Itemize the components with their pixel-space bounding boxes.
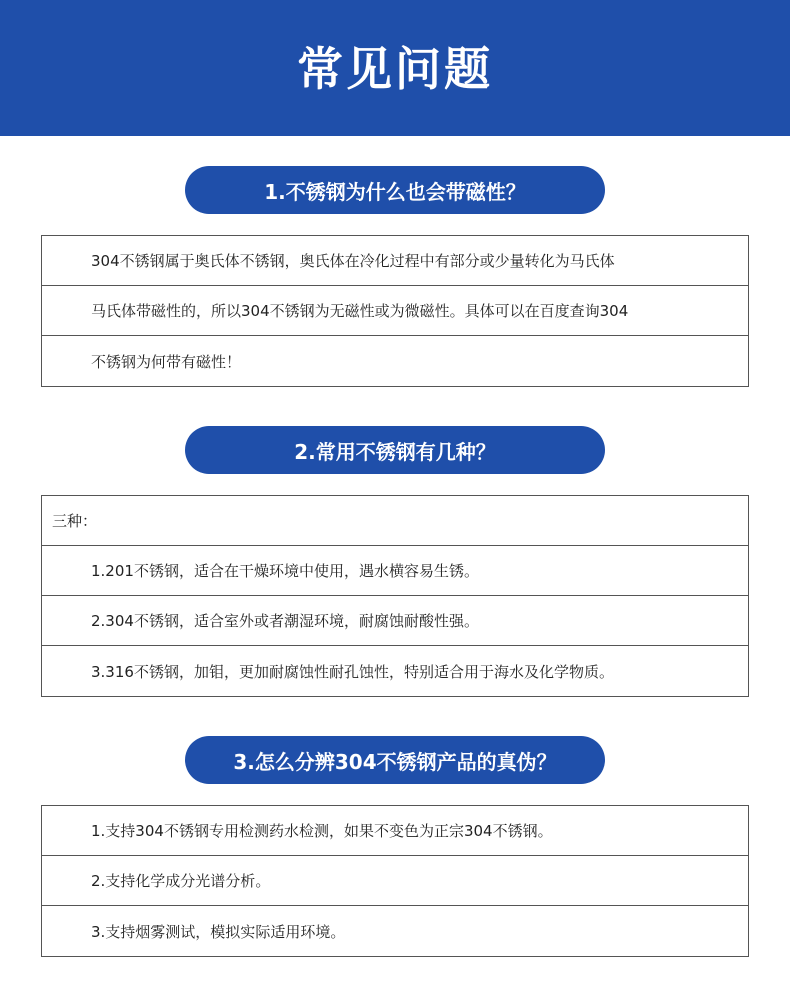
answer-line: 三种：	[42, 496, 748, 546]
header-banner	[0, 0, 790, 136]
answer-line: 马氏体带磁性的，所以304不锈钢为无磁性或为微磁性。具体可以在百度查询304	[42, 286, 748, 336]
answer-line: 3.支持烟雾测试，模拟实际适用环境。	[91, 922, 346, 941]
answer-line: 1.201不锈钢，适合在干燥环境中使用，遇水横容易生锈。	[42, 546, 748, 596]
answer-line: 3.316不锈钢，加钼，更加耐腐蚀性耐孔蚀性，特别适合用于海水及化学物质。	[91, 662, 614, 681]
page-title: 常见问题	[297, 42, 493, 96]
faq-answer-box-2	[41, 495, 749, 697]
answer-line: 304不锈钢属于奥氏体不锈钢，奥氏体在冷化过程中有部分或少量转化为马氏体	[42, 236, 748, 286]
answer-line: 不锈钢为何带有磁性！	[91, 352, 242, 371]
answer-line: 2.支持化学成分光谱分析。	[42, 856, 748, 906]
faq-question-3: 3.怎么分辨304不锈钢产品的真伪？	[185, 736, 605, 784]
faq-answer-box-1	[41, 235, 749, 387]
faq-question-2: 2.常用不锈钢有几种？	[185, 426, 605, 474]
answer-line: 2.304不锈钢，适合室外或者潮湿环境，耐腐蚀耐酸性强。	[42, 596, 748, 646]
faq-answer-box-3	[41, 805, 749, 957]
answer-line: 1.支持304不锈钢专用检测药水检测，如果不变色为正宗304不锈钢。	[42, 806, 748, 856]
faq-question-1: 1.不锈钢为什么也会带磁性？	[185, 166, 605, 214]
